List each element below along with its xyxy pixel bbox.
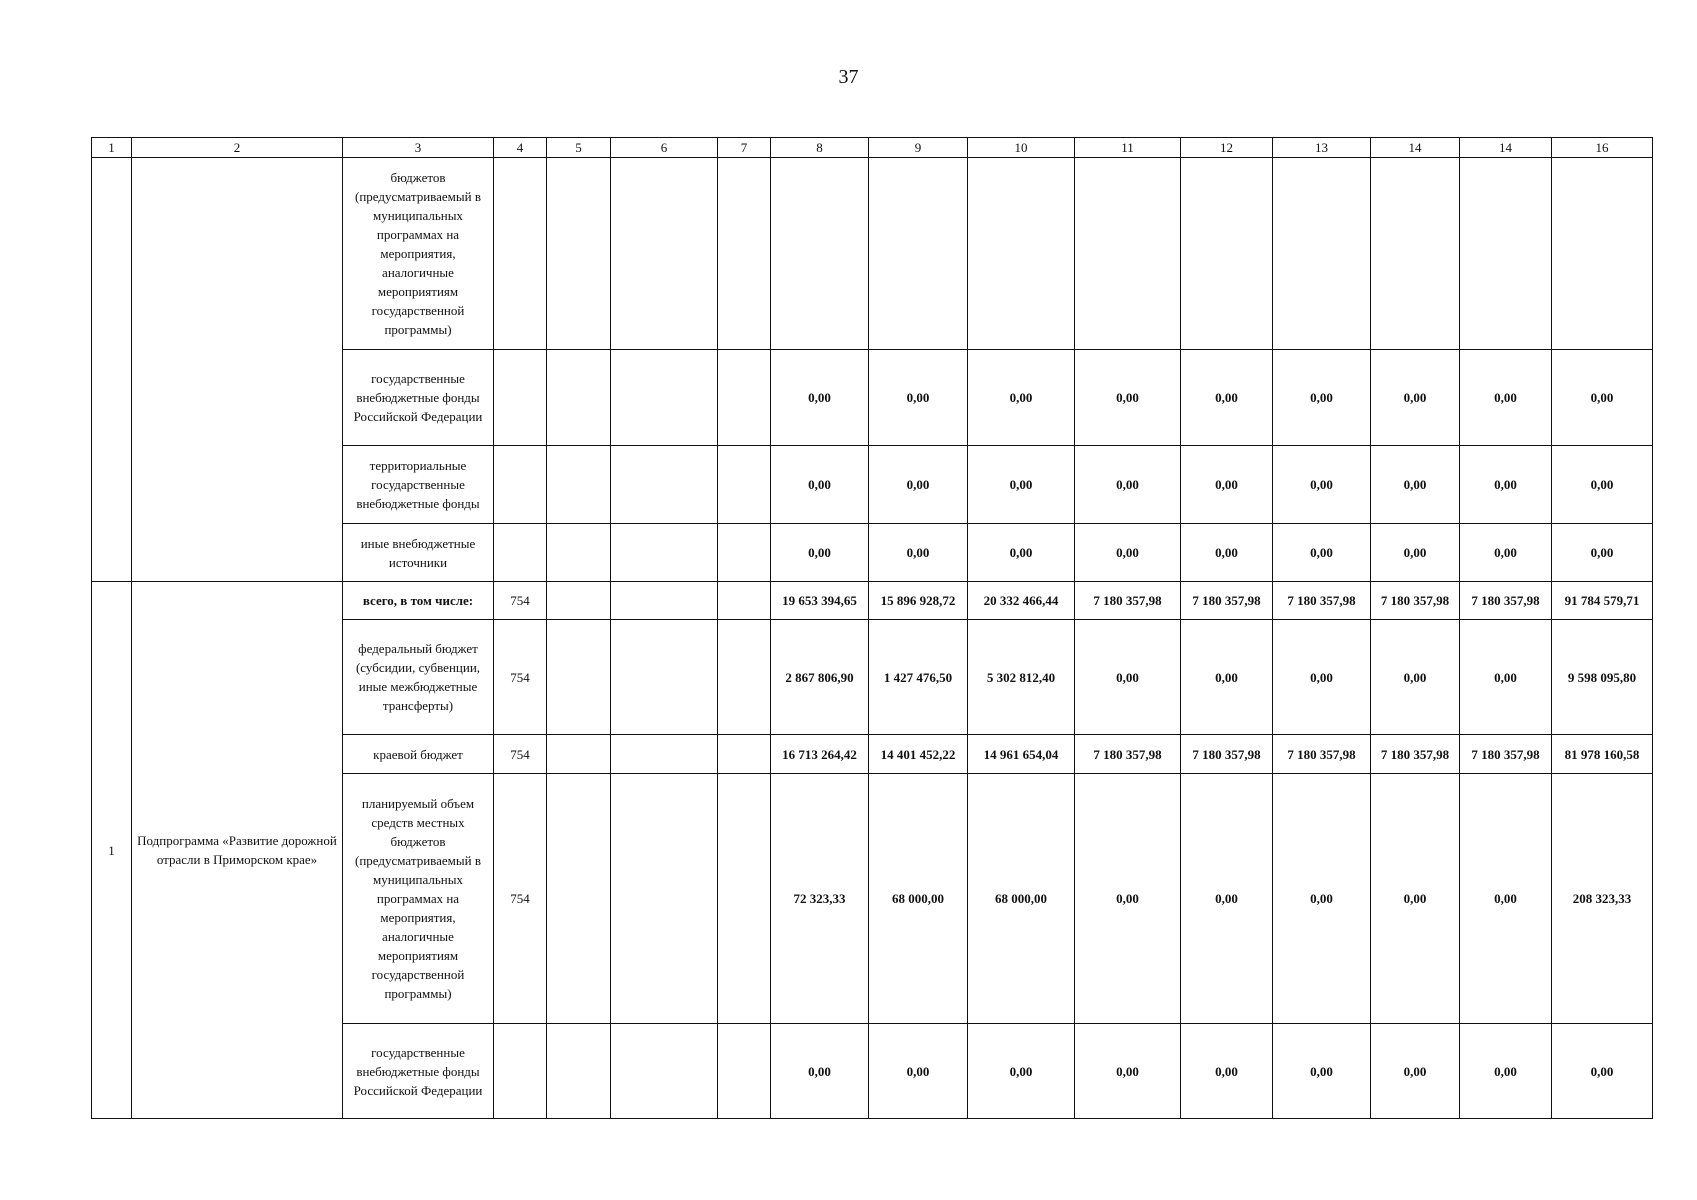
value-cell: 7 180 357,98 bbox=[1460, 582, 1552, 620]
value-cell bbox=[1181, 158, 1273, 350]
value-cell: 0,00 bbox=[1273, 350, 1371, 446]
value-cell: 0,00 bbox=[1181, 524, 1273, 582]
code-cell: 754 bbox=[494, 735, 547, 774]
value-cell: 0,00 bbox=[1371, 774, 1460, 1024]
value-cell: 0,00 bbox=[1371, 446, 1460, 524]
value-cell: 0,00 bbox=[1552, 350, 1653, 446]
value-cell: 0,00 bbox=[1075, 446, 1181, 524]
value-cell: 0,00 bbox=[1552, 1024, 1653, 1119]
value-cell: 7 180 357,98 bbox=[1181, 735, 1273, 774]
budget-table bbox=[91, 137, 1653, 1119]
value-cell: 0,00 bbox=[1181, 350, 1273, 446]
column-header: 3 bbox=[343, 138, 494, 158]
value-cell: 0,00 bbox=[1371, 524, 1460, 582]
source-cell: планируемый объем средств местных бюджетов (предусматриваемый в муниципальных программах на мероприятия, аналогичные мероприятиям государственной программы) bbox=[343, 774, 494, 1024]
name-cell bbox=[132, 158, 343, 582]
value-cell: 0,00 bbox=[1273, 524, 1371, 582]
value-cell: 0,00 bbox=[771, 524, 869, 582]
column-header: 5 bbox=[547, 138, 611, 158]
column-header: 14 bbox=[1371, 138, 1460, 158]
column-header: 11 bbox=[1075, 138, 1181, 158]
value-cell: 0,00 bbox=[1273, 620, 1371, 735]
source-cell: государственные внебюджетные фонды Российской Федерации bbox=[343, 1024, 494, 1119]
page-number: 37 bbox=[838, 66, 859, 88]
value-cell: 0,00 bbox=[1075, 350, 1181, 446]
value-cell: 81 978 160,58 bbox=[1552, 735, 1653, 774]
value-cell: 0,00 bbox=[771, 1024, 869, 1119]
value-cell bbox=[1460, 158, 1552, 350]
value-cell: 0,00 bbox=[1273, 446, 1371, 524]
value-cell: 0,00 bbox=[1460, 1024, 1552, 1119]
value-cell: 208 323,33 bbox=[1552, 774, 1653, 1024]
value-cell: 0,00 bbox=[1181, 1024, 1273, 1119]
value-cell: 68 000,00 bbox=[869, 774, 968, 1024]
value-cell: 14 401 452,22 bbox=[869, 735, 968, 774]
value-cell: 0,00 bbox=[1460, 774, 1552, 1024]
value-cell bbox=[1075, 158, 1181, 350]
subprogram-name: Подпрограмма «Развитие дорожной отрасли в Приморском крае» bbox=[132, 582, 343, 1119]
value-cell: 0,00 bbox=[1371, 620, 1460, 735]
value-cell: 0,00 bbox=[869, 350, 968, 446]
value-cell: 7 180 357,98 bbox=[1181, 582, 1273, 620]
source-cell: территориальные государственные внебюджетные фонды bbox=[343, 446, 494, 524]
value-cell: 2 867 806,90 bbox=[771, 620, 869, 735]
value-cell: 0,00 bbox=[968, 524, 1075, 582]
value-cell: 20 332 466,44 bbox=[968, 582, 1075, 620]
value-cell: 9 598 095,80 bbox=[1552, 620, 1653, 735]
source-cell: федеральный бюджет (субсидии, субвенции, иные межбюджетные трансферты) bbox=[343, 620, 494, 735]
value-cell bbox=[771, 158, 869, 350]
value-cell: 0,00 bbox=[1181, 774, 1273, 1024]
source-cell: государственные внебюджетные фонды Российской Федерации bbox=[343, 350, 494, 446]
value-cell: 7 180 357,98 bbox=[1075, 582, 1181, 620]
value-cell: 0,00 bbox=[869, 446, 968, 524]
column-header: 14 bbox=[1460, 138, 1552, 158]
value-cell: 16 713 264,42 bbox=[771, 735, 869, 774]
value-cell: 0,00 bbox=[1371, 350, 1460, 446]
value-cell: 5 302 812,40 bbox=[968, 620, 1075, 735]
value-cell: 7 180 357,98 bbox=[1075, 735, 1181, 774]
column-header: 10 bbox=[968, 138, 1075, 158]
source-cell: иные внебюджетные источники bbox=[343, 524, 494, 582]
value-cell: 0,00 bbox=[1460, 446, 1552, 524]
value-cell: 0,00 bbox=[968, 1024, 1075, 1119]
value-cell: 14 961 654,04 bbox=[968, 735, 1075, 774]
value-cell: 7 180 357,98 bbox=[1371, 582, 1460, 620]
column-header: 12 bbox=[1181, 138, 1273, 158]
index-cell bbox=[92, 158, 132, 582]
header-row bbox=[92, 138, 1653, 158]
value-cell: 0,00 bbox=[1181, 446, 1273, 524]
code-cell: 754 bbox=[494, 582, 547, 620]
value-cell: 0,00 bbox=[968, 350, 1075, 446]
value-cell: 7 180 357,98 bbox=[1273, 582, 1371, 620]
source-cell: краевой бюджет bbox=[343, 735, 494, 774]
code-cell: 754 bbox=[494, 620, 547, 735]
value-cell: 0,00 bbox=[1273, 774, 1371, 1024]
value-cell: 0,00 bbox=[968, 446, 1075, 524]
value-cell: 91 784 579,71 bbox=[1552, 582, 1653, 620]
subprogram-index: 1 bbox=[92, 582, 132, 1119]
value-cell: 0,00 bbox=[1075, 524, 1181, 582]
value-cell: 72 323,33 bbox=[771, 774, 869, 1024]
value-cell: 0,00 bbox=[1273, 1024, 1371, 1119]
value-cell: 0,00 bbox=[1075, 774, 1181, 1024]
value-cell: 0,00 bbox=[1075, 1024, 1181, 1119]
column-header: 16 bbox=[1552, 138, 1653, 158]
value-cell bbox=[968, 158, 1075, 350]
value-cell: 0,00 bbox=[1181, 620, 1273, 735]
column-header: 7 bbox=[718, 138, 771, 158]
value-cell: 0,00 bbox=[869, 524, 968, 582]
column-header: 9 bbox=[869, 138, 968, 158]
value-cell: 7 180 357,98 bbox=[1460, 735, 1552, 774]
value-cell: 0,00 bbox=[869, 1024, 968, 1119]
value-cell: 0,00 bbox=[771, 350, 869, 446]
column-header: 1 bbox=[92, 138, 132, 158]
value-cell: 0,00 bbox=[771, 446, 869, 524]
value-cell: 0,00 bbox=[1075, 620, 1181, 735]
value-cell bbox=[1552, 158, 1653, 350]
table-row bbox=[92, 158, 1653, 350]
table-row bbox=[92, 582, 1653, 620]
value-cell: 0,00 bbox=[1460, 524, 1552, 582]
value-cell bbox=[1273, 158, 1371, 350]
column-header: 6 bbox=[611, 138, 718, 158]
source-cell: всего, в том числе: bbox=[343, 582, 494, 620]
value-cell: 15 896 928,72 bbox=[869, 582, 968, 620]
value-cell bbox=[1371, 158, 1460, 350]
value-cell: 0,00 bbox=[1371, 1024, 1460, 1119]
value-cell bbox=[869, 158, 968, 350]
value-cell: 1 427 476,50 bbox=[869, 620, 968, 735]
value-cell: 19 653 394,65 bbox=[771, 582, 869, 620]
code-cell bbox=[494, 1024, 547, 1119]
value-cell: 68 000,00 bbox=[968, 774, 1075, 1024]
source-cell: бюджетов (предусматриваемый в муниципальных программах на мероприятия, аналогичные мероприятиям государственной программы) bbox=[343, 158, 494, 350]
value-cell: 0,00 bbox=[1460, 620, 1552, 735]
column-header: 8 bbox=[771, 138, 869, 158]
column-header: 2 bbox=[132, 138, 343, 158]
column-header: 4 bbox=[494, 138, 547, 158]
value-cell: 0,00 bbox=[1460, 350, 1552, 446]
value-cell: 7 180 357,98 bbox=[1273, 735, 1371, 774]
column-header: 13 bbox=[1273, 138, 1371, 158]
value-cell: 0,00 bbox=[1552, 524, 1653, 582]
code-cell: 754 bbox=[494, 774, 547, 1024]
value-cell: 0,00 bbox=[1552, 446, 1653, 524]
value-cell: 7 180 357,98 bbox=[1371, 735, 1460, 774]
